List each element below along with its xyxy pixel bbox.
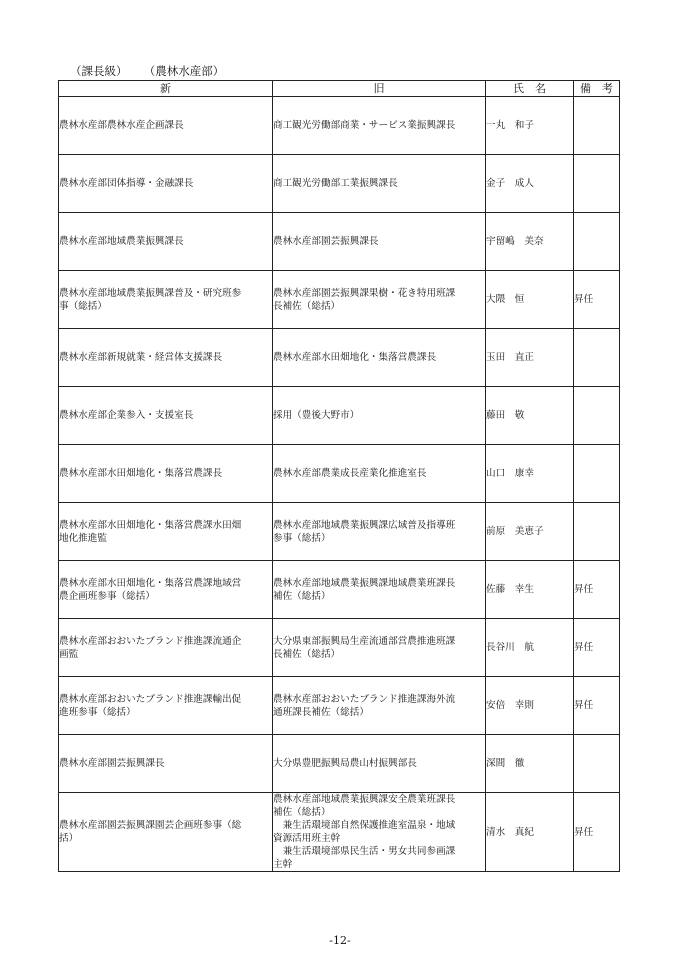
new-position-cell-line: 事（総括）	[59, 300, 107, 312]
table-body	[59, 97, 620, 872]
old-position-cell-line: 主幹	[273, 859, 293, 870]
old-position-cell-line: 農林水産部地域農業振興課地域農業班課長	[273, 577, 456, 589]
new-position-cell-line: 画監	[59, 648, 79, 660]
section-heading	[70, 64, 224, 78]
person-name-cell: 山口 康幸	[486, 445, 574, 503]
page-number: -12-	[329, 934, 351, 947]
old-position-cell	[273, 503, 486, 561]
new-position-cell-line: 農林水産部おおいたブランド推進課流通企	[59, 635, 242, 647]
old-position-cell-line: 長補佐（総括）	[273, 648, 341, 660]
old-position-cell-line: 通班課長補佐（総括）	[273, 706, 369, 718]
person-name-cell: 一丸 和子	[486, 97, 574, 155]
new-position-cell	[59, 677, 273, 735]
old-position-cell	[273, 213, 486, 271]
old-position-cell	[273, 387, 486, 445]
old-position-cell-line: 農林水産部農業成長産業化推進室長	[273, 468, 427, 479]
new-position-cell	[59, 561, 273, 619]
new-position-cell-line: 農林水産部水田畑地化・集落営農課地域営	[59, 577, 242, 589]
old-position-cell-line: 長補佐（総括）	[273, 300, 341, 312]
person-name-cell: 藤田 敬	[486, 387, 574, 445]
table-header-row	[59, 81, 620, 97]
remarks-cell	[574, 503, 620, 561]
remarks-cell: 昇任	[574, 561, 620, 619]
person-name-cell: 深間 徹	[486, 735, 574, 793]
new-position-cell-line: 農林水産部農林水産企画課長	[59, 120, 184, 131]
old-position-cell	[273, 445, 486, 503]
table-row	[59, 155, 620, 213]
rank-label: （課長級）	[70, 64, 128, 78]
remarks-cell: 昇任	[574, 271, 620, 329]
personnel-table	[58, 80, 620, 872]
person-name-cell: 清水 真紀	[486, 793, 574, 872]
old-position-cell-line: 農林水産部おおいたブランド推進課海外流	[273, 693, 456, 705]
old-position-cell-line: 農林水産部地域農業振興課広域普及指導班	[273, 519, 456, 531]
table-row	[59, 213, 620, 271]
old-position-cell-line: 補佐（総括）	[273, 807, 331, 818]
new-position-cell	[59, 329, 273, 387]
old-position-cell-line: 農林水産部園芸振興課果樹・花き特用班課	[273, 287, 456, 299]
new-position-cell	[59, 503, 273, 561]
new-position-cell-line: 農林水産部水田畑地化・集落営農課水田畑	[59, 519, 242, 531]
new-position-cell	[59, 387, 273, 445]
old-position-cell	[273, 97, 486, 155]
old-position-cell	[273, 619, 486, 677]
new-position-cell	[59, 735, 273, 793]
table-row	[59, 445, 620, 503]
person-name-cell: 玉田 直正	[486, 329, 574, 387]
old-position-cell	[273, 793, 486, 872]
table-row	[59, 271, 620, 329]
old-position-cell	[273, 735, 486, 793]
person-name-cell: 宇留嶋 美奈	[486, 213, 574, 271]
new-position-cell-line: 農林水産部団体指導・金融課長	[59, 178, 194, 189]
new-position-cell-line: 農林水産部企業参入・支援室長	[59, 410, 194, 421]
new-position-cell-line: 農林水産部地域農業振興課長	[59, 236, 184, 247]
remarks-cell: 昇任	[574, 619, 620, 677]
old-position-cell-line: 商工観光労働部商業・サービス業振興課長	[273, 120, 456, 131]
person-name-cell: 長谷川 航	[486, 619, 574, 677]
new-position-cell	[59, 213, 273, 271]
table-row	[59, 387, 620, 445]
old-position-cell-line: 兼生活環境部自然保護推進室温泉・地域	[273, 820, 456, 831]
remarks-cell: 昇任	[574, 793, 620, 872]
new-position-cell	[59, 155, 273, 213]
column-header-note: 備 考	[574, 81, 620, 97]
old-position-cell-line: 農林水産部園芸振興課長	[273, 236, 379, 247]
new-position-cell-line: 農林水産部水田畑地化・集落営農課長	[59, 468, 223, 479]
old-position-cell-line: 兼生活環境部県民生活・男女共同参画課	[273, 846, 456, 857]
new-position-cell-line: 農林水産部おおいたブランド推進課輸出促	[59, 693, 242, 705]
table-row	[59, 793, 620, 872]
table-row	[59, 561, 620, 619]
table-row	[59, 677, 620, 735]
new-position-cell-line: 農企画班参事（総括）	[59, 590, 155, 602]
table-row	[59, 97, 620, 155]
column-header-name: 氏 名	[486, 81, 574, 97]
remarks-cell	[574, 735, 620, 793]
person-name-cell: 大隈 恒	[486, 271, 574, 329]
old-position-cell	[273, 561, 486, 619]
new-position-cell	[59, 619, 273, 677]
old-position-cell	[273, 329, 486, 387]
new-position-cell	[59, 97, 273, 155]
old-position-cell-line: 農林水産部地域農業振興課安全農業班課長	[273, 794, 456, 805]
remarks-cell	[574, 97, 620, 155]
old-position-cell	[273, 677, 486, 735]
new-position-cell	[59, 271, 273, 329]
old-position-cell-line: 大分県東部振興局生産流通部営農推進班課	[273, 635, 456, 647]
remarks-cell	[574, 155, 620, 213]
table-row	[59, 735, 620, 793]
new-position-cell-line: 括）	[59, 833, 79, 844]
new-position-cell	[59, 793, 273, 872]
department-label: （農林水産部）	[149, 64, 225, 78]
new-position-cell-line: 進班参事（総括）	[59, 706, 136, 718]
remarks-cell	[574, 445, 620, 503]
new-position-cell	[59, 445, 273, 503]
old-position-cell	[273, 271, 486, 329]
person-name-cell: 前原 美恵子	[486, 503, 574, 561]
old-position-cell-line: 大分県豊肥振興局農山村振興部長	[273, 758, 417, 769]
person-name-cell: 佐藤 幸生	[486, 561, 574, 619]
column-header-old: 旧	[273, 81, 486, 97]
new-position-cell-line: 農林水産部園芸振興課園芸企画班参事（総	[59, 820, 242, 831]
old-position-cell-line: 参事（総括）	[273, 532, 331, 544]
column-header-new: 新	[59, 81, 273, 97]
old-position-cell	[273, 155, 486, 213]
old-position-cell-line: 資源活用班主幹	[273, 833, 341, 844]
table-row	[59, 329, 620, 387]
remarks-cell	[574, 329, 620, 387]
new-position-cell-line: 農林水産部園芸振興課長	[59, 758, 165, 769]
new-position-cell-line: 地化推進監	[59, 532, 107, 544]
new-position-cell-line: 農林水産部地域農業振興課普及・研究班参	[59, 287, 242, 299]
person-name-cell: 安倍 幸則	[486, 677, 574, 735]
new-position-cell-line: 農林水産部新規就業・経営体支援課長	[59, 352, 223, 363]
person-name-cell: 金子 成人	[486, 155, 574, 213]
remarks-cell: 昇任	[574, 677, 620, 735]
old-position-cell-line: 補佐（総括）	[273, 590, 331, 602]
remarks-cell	[574, 387, 620, 445]
old-position-cell-line: 採用（豊後大野市）	[273, 410, 360, 421]
old-position-cell-line: 商工観光労働部工業振興課長	[273, 178, 398, 189]
table-row	[59, 503, 620, 561]
remarks-cell	[574, 213, 620, 271]
table-row	[59, 619, 620, 677]
old-position-cell-line: 農林水産部水田畑地化・集落営農課長	[273, 352, 437, 363]
